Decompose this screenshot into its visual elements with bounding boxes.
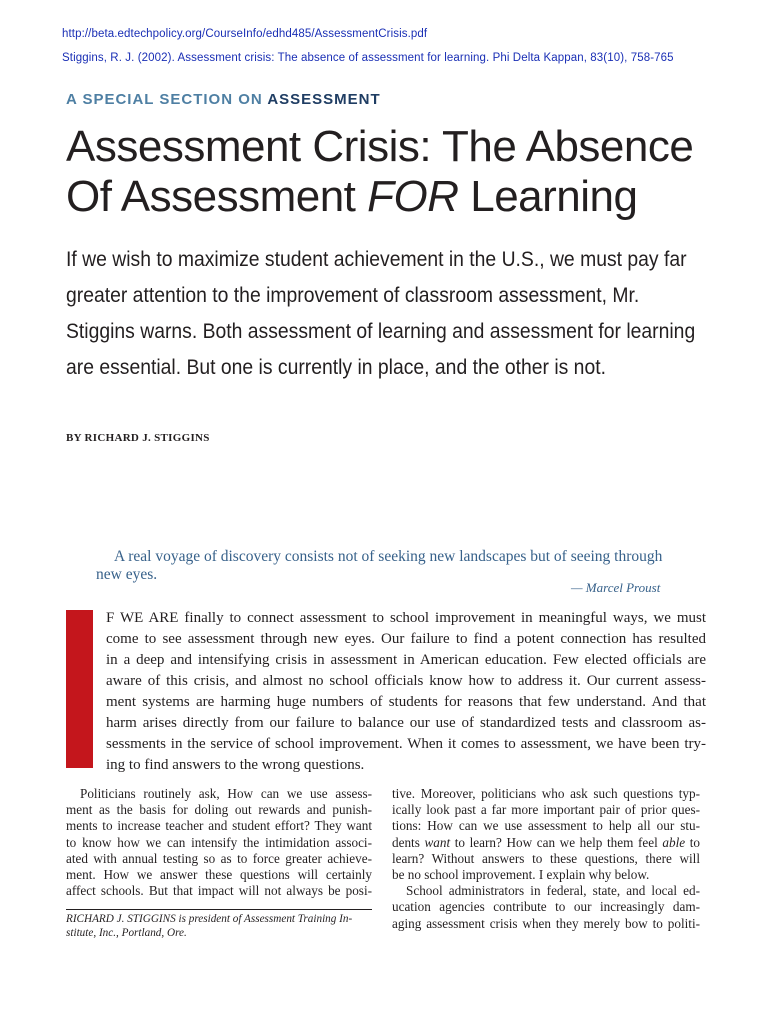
deck-line: If we wish to maximize student achievement in the U.S., we must pay far	[66, 247, 687, 271]
lede-paragraph	[106, 608, 706, 776]
title-line-2	[66, 172, 746, 222]
lede-line: come to see assessment through new eyes. Our failure to find a potent connection has resulted	[106, 631, 706, 647]
section-label-prefix: A SPECIAL SECTION ON	[66, 91, 263, 108]
body-line: tions: How can we use assessment to help all our stu-	[392, 818, 700, 834]
body-line: ucation agencies contribute to our increasingly dam-	[392, 899, 700, 915]
deck-line: Stiggins warns. Both assessment of learning and assessment for learning	[66, 319, 696, 343]
body-line: ically look past a far more important pair of prior ques-	[392, 802, 700, 818]
body-line: ments to increase teacher and student effort? They want	[66, 818, 372, 834]
emphasis-want: want	[424, 834, 451, 850]
emphasis-able: able	[662, 834, 686, 850]
section-label	[66, 91, 381, 108]
body-line: School administrators in federal, state, and local ed-	[406, 883, 700, 899]
body-line: Politicians routinely ask, How can we use assess-	[80, 786, 372, 801]
epigraph-line-2: new eyes.	[96, 566, 158, 583]
section-label-keyword: ASSESSMENT	[267, 91, 381, 108]
epigraph-line-1: A real voyage of discovery consists not of seeking new landscapes but of seeing through	[114, 548, 663, 565]
bio-divider	[66, 909, 372, 910]
lede-line: sessments in the service of school improvement. When it comes to assessment, we have been try-	[106, 736, 706, 752]
source-url-link[interactable]: http://beta.edtechpolicy.org/CourseInfo/edhd485/AssessmentCrisis.pdf	[62, 28, 428, 40]
deck-line: greater attention to the improvement of classroom assessment, Mr.	[66, 283, 640, 307]
right-column	[392, 786, 700, 932]
lede-line: in a deep and intensifying crisis in assessment in American education. Few elected officials are	[106, 652, 706, 668]
body-line: ment as the basis for doling out rewards and punish-	[66, 802, 372, 818]
body-line	[392, 835, 700, 851]
lede-line: ment systems are harming huge numbers of students for reasons that few understand. And that	[106, 694, 706, 710]
article-title	[66, 122, 746, 222]
epigraph-attribution: — Marcel Proust	[571, 580, 661, 595]
epigraph	[96, 548, 686, 584]
body-fragment: to	[685, 834, 700, 850]
byline: BY RICHARD J. STIGGINS	[66, 432, 210, 444]
body-line: ment. How we answer these questions will certainly	[66, 867, 372, 883]
body-line: tive. Moreover, politicians who ask such questions typ-	[392, 786, 700, 801]
drop-cap-bar	[66, 610, 93, 768]
body-line: learn? Without answers to these questions, there will	[392, 850, 700, 866]
title-line-1: Assessment Crisis: The Absence	[66, 122, 694, 171]
deck-line: are essential. But one is currently in place, and the other is not.	[66, 355, 606, 379]
left-column	[66, 786, 372, 899]
article-deck	[66, 241, 726, 385]
body-fragment: to learn? How can we help them feel	[450, 834, 663, 850]
author-bio	[66, 912, 372, 940]
title-line-2-pre: Of Assessment	[66, 172, 368, 221]
body-line: aging assessment crisis when they merely bow to politi-	[392, 915, 700, 931]
body-line: be no school improvement. I explain why below.	[392, 867, 650, 883]
body-line: to know how we can intensify the intimidation associ-	[66, 834, 372, 850]
lede-line: ing to find answers to the wrong questions.	[106, 757, 365, 773]
lede-line: harm arises directly from our failure to balance our use of standardized tests and classroom as-	[106, 715, 706, 731]
title-line-2-post: Learning	[458, 172, 638, 221]
bio-line-1: RICHARD J. STIGGINS is president of Assessment Training In-	[66, 913, 353, 925]
body-line: affect schools. But that impact will not always be posi-	[66, 883, 372, 899]
title-emphasis: FOR	[367, 172, 459, 221]
bio-line-2: stitute, Inc., Portland, Ore.	[66, 927, 187, 939]
citation-text: Stiggins, R. J. (2002). Assessment crisis: The absence of assessment for learning. Phi Delta Kappan, 83(10), 758-765	[62, 52, 674, 64]
body-line: ated with annual testing so as to force greater achieve-	[66, 850, 372, 866]
body-fragment: dents	[392, 834, 425, 850]
lede-line: aware of this crisis, and almost no school officials know how to address it. Our current assess-	[106, 673, 706, 689]
lede-line: F WE ARE finally to connect assessment to school improvement in meaningful ways, we must	[106, 610, 706, 626]
